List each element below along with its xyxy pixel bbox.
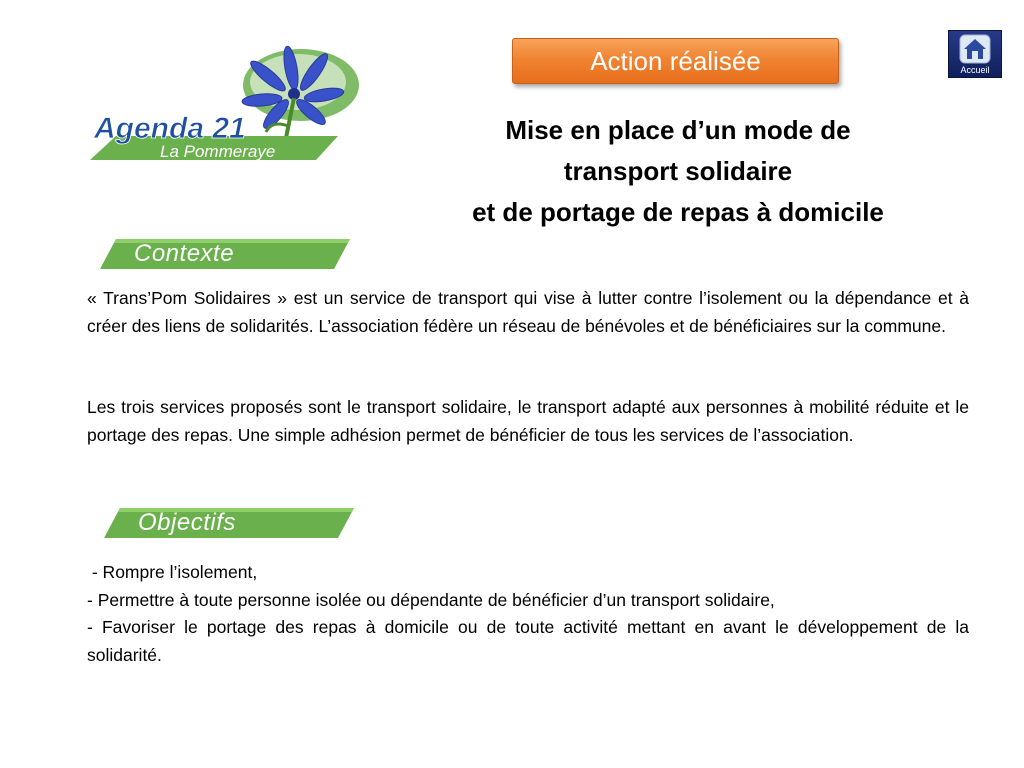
home-button[interactable] — [948, 30, 1002, 78]
list-item: - Favoriser le portage des repas à domicile ou de toute activité mettant en avant le développement de la solidarité. — [87, 617, 969, 665]
contexte-paragraph-1: « Trans’Pom Solidaires » est un service de transport qui vise à lutter contre l’isolement ou la dépendance et à créer des liens de solidarités. L’association fédère un réseau de bénévoles et de bénéficiaires sur la commune. — [87, 288, 969, 336]
flower-logo-icon — [76, 40, 366, 170]
contexte-paragraph-2: Les trois services proposés sont le transport solidaire, le transport adapté aux personnes à mobilité réduite et le portage des repas. Une simple adhésion permet de bénéficier de tous les services de l’association. — [87, 397, 969, 445]
house-icon — [959, 34, 991, 64]
logo-name: Agenda 21 — [94, 112, 246, 145]
agenda21-logo — [76, 40, 366, 170]
title-line-2: transport solidaire — [563, 156, 793, 186]
list-item: - Rompre l’isolement, — [87, 562, 258, 582]
title-line-3: et de portage de repas à domicile — [472, 197, 884, 227]
contexte-heading: Contexte — [134, 240, 235, 267]
list-item: - Permettre à toute personne isolée ou dépendante de bénéficier d’un transport solidaire, — [87, 589, 775, 610]
home-button-label: Accueil — [960, 65, 990, 75]
title-line-1: Mise en place d’un mode de — [505, 115, 851, 145]
objectifs-list — [87, 559, 969, 669]
contexte-banner — [100, 239, 350, 269]
page-title — [420, 110, 936, 233]
action-status-button[interactable]: Action réalisée — [512, 38, 839, 84]
objectifs-banner — [104, 508, 354, 538]
logo-subtitle: La Pommeraye — [160, 142, 276, 161]
objectifs-heading: Objectifs — [138, 509, 236, 536]
